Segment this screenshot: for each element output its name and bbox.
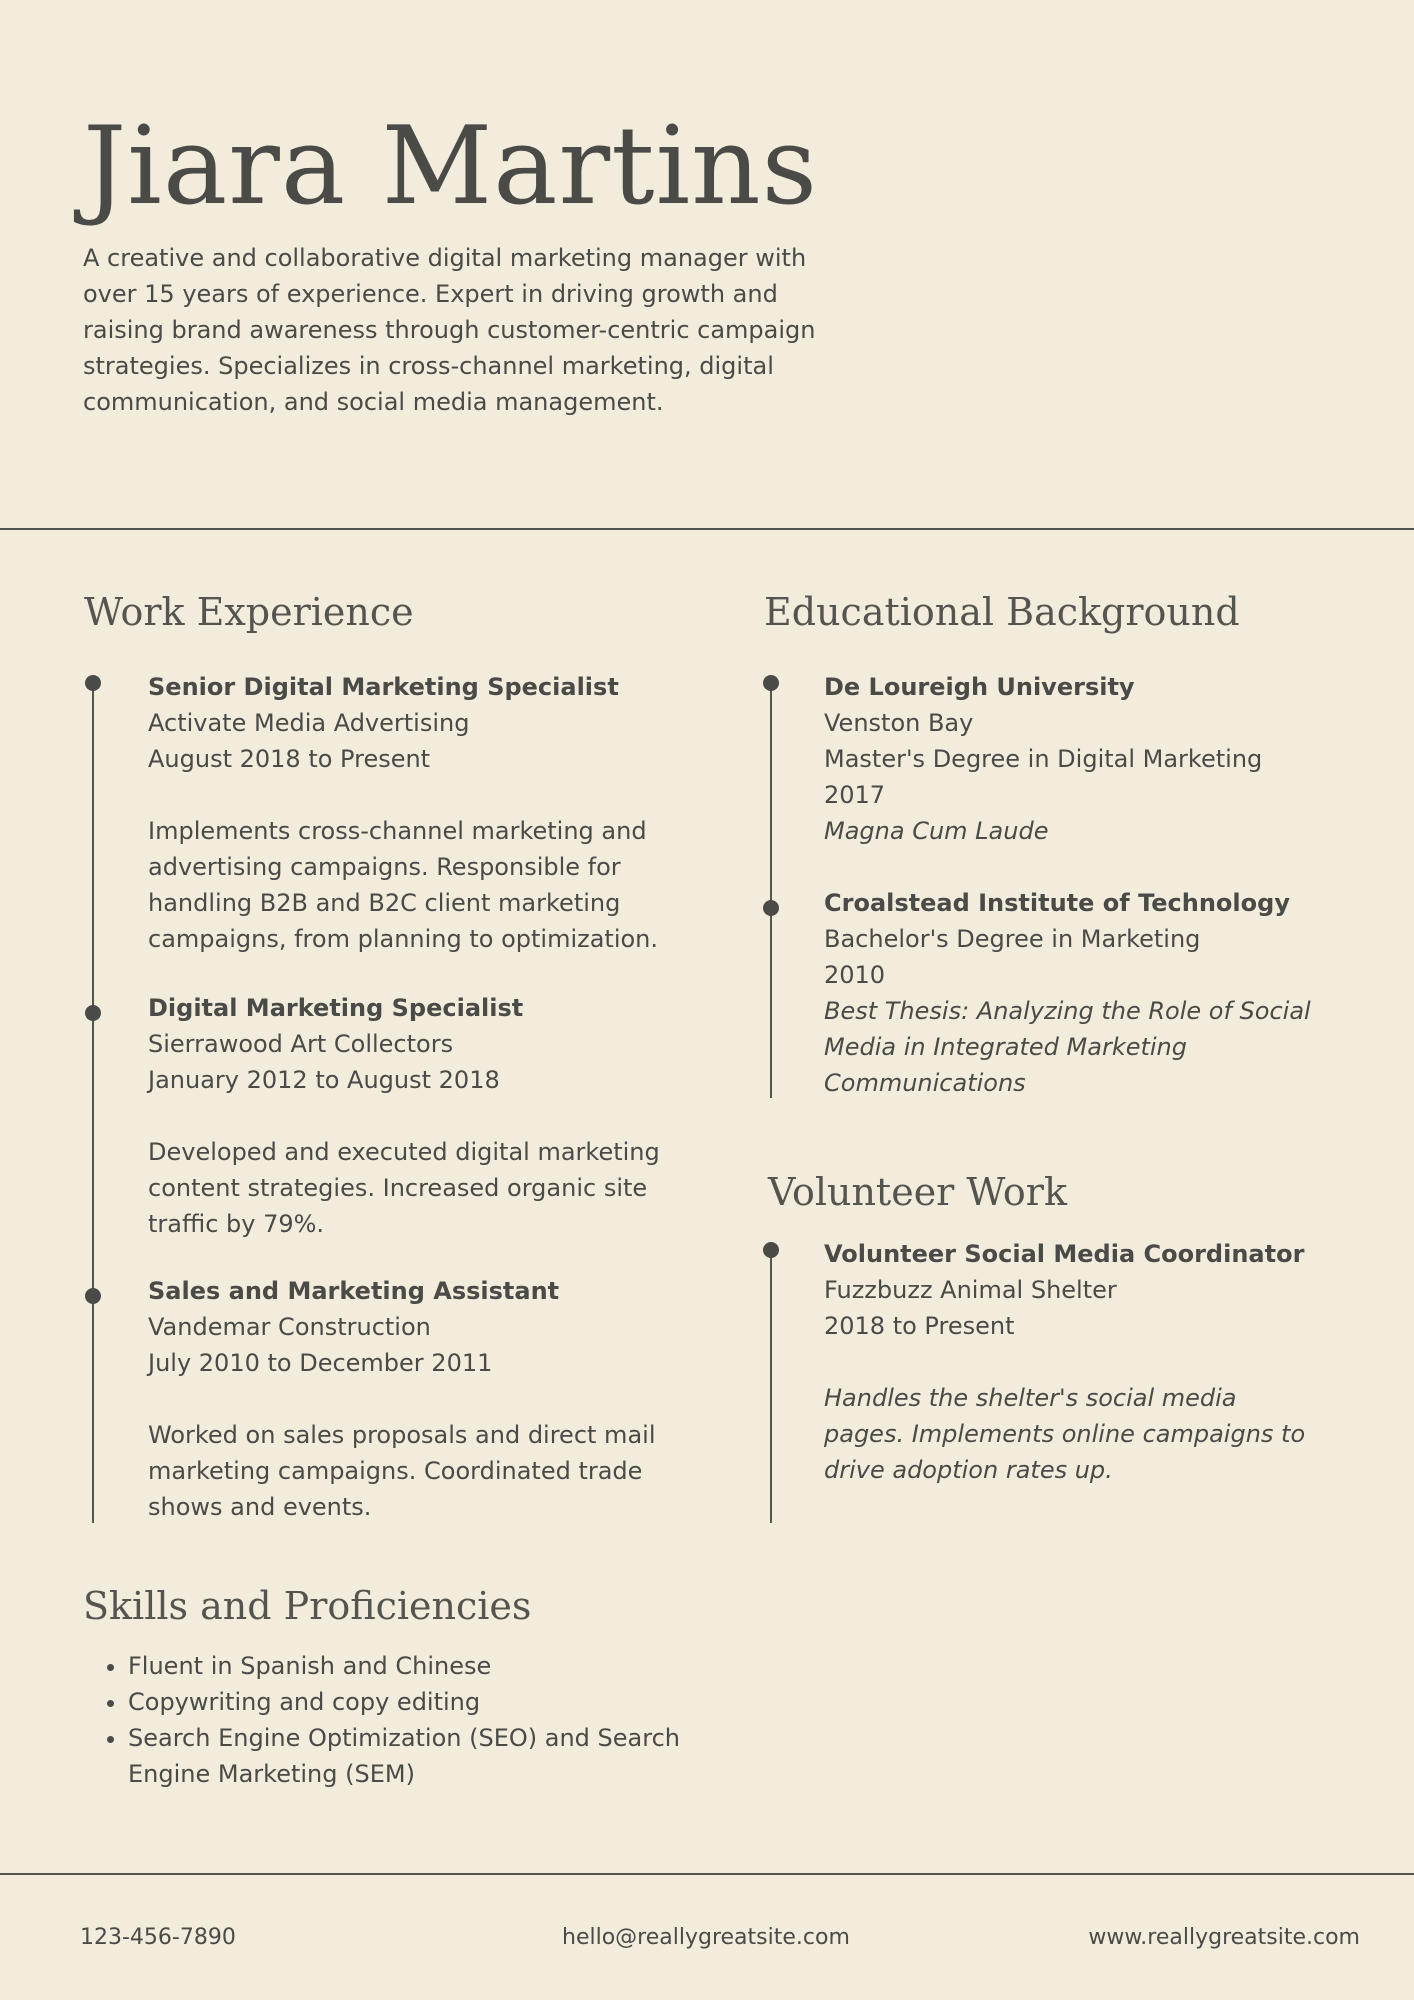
skills-list bbox=[98, 1648, 688, 1792]
work-timeline-line bbox=[92, 683, 94, 1523]
email-link[interactable]: hello@reallygreatsite.com bbox=[562, 1925, 850, 1950]
volunteer-description: Handles the shelter's social media pages. Implements online campaigns to drive adoption rates up. bbox=[824, 1384, 1306, 1484]
work-entry bbox=[148, 990, 708, 1242]
volunteer-entry bbox=[824, 1236, 1324, 1488]
job-dates: January 2012 to August 2018 bbox=[148, 1066, 500, 1094]
footer-divider bbox=[0, 1873, 1414, 1875]
company-name: Sierrawood Art Collectors bbox=[148, 1030, 454, 1058]
timeline-dot bbox=[763, 1242, 779, 1258]
phone-number: 123-456-7890 bbox=[80, 1925, 236, 1950]
timeline-dot bbox=[85, 1005, 101, 1021]
education-timeline-line bbox=[770, 683, 772, 1098]
graduation-year: 2017 bbox=[824, 781, 886, 809]
timeline-dot bbox=[85, 675, 101, 691]
company-name: Vandemar Construction bbox=[148, 1313, 431, 1341]
profile-summary: A creative and collaborative digital marketing manager with over 15 years of experience. Expert in driving growth and raising brand awareness through customer-centric campaign strategies. Specializes in cross-channel marketing, digital communication, and social media management. bbox=[83, 244, 816, 416]
job-dates: July 2010 to December 2011 bbox=[148, 1349, 493, 1377]
honors: Magna Cum Laude bbox=[824, 817, 1049, 845]
job-description: Implements cross-channel marketing and advertising campaigns. Responsible for handling B2B and B2C client marketing campaigns, from planning to optimization. bbox=[148, 817, 659, 953]
volunteer-org: Fuzzbuzz Animal Shelter bbox=[824, 1276, 1117, 1304]
volunteer-timeline-line bbox=[770, 1250, 772, 1523]
school-location: Venston Bay bbox=[824, 709, 974, 737]
website-link[interactable]: www.reallygreatsite.com bbox=[1088, 1925, 1360, 1950]
header-divider bbox=[0, 528, 1414, 530]
job-title: Senior Digital Marketing Specialist bbox=[148, 673, 619, 701]
skills-heading: Skills and Proficiencies bbox=[83, 1584, 532, 1628]
thesis-note: Best Thesis: Analyzing the Role of Social Media in Integrated Marketing Communications bbox=[824, 997, 1311, 1097]
work-entry bbox=[148, 669, 708, 957]
resume-name: Jiara Martins bbox=[83, 104, 819, 229]
volunteer-title: Volunteer Social Media Coordinator bbox=[824, 1240, 1305, 1268]
volunteer-dates: 2018 to Present bbox=[824, 1312, 1015, 1340]
work-experience-heading: Work Experience bbox=[84, 590, 414, 634]
skill-item: • Copywriting and copy editing bbox=[128, 1684, 688, 1720]
job-title: Digital Marketing Specialist bbox=[148, 994, 524, 1022]
job-description: Developed and executed digital marketing content strategies. Increased organic site traffic by 79%. bbox=[148, 1138, 660, 1238]
education-heading: Educational Background bbox=[764, 590, 1240, 634]
timeline-dot bbox=[85, 1288, 101, 1304]
job-description: Worked on sales proposals and direct mail marketing campaigns. Coordinated trade shows and events. bbox=[148, 1421, 656, 1521]
job-title: Sales and Marketing Assistant bbox=[148, 1277, 560, 1305]
degree: Bachelor's Degree in Marketing bbox=[824, 925, 1201, 953]
education-entry bbox=[824, 885, 1324, 1101]
skill-item: • Fluent in Spanish and Chinese bbox=[128, 1648, 688, 1684]
job-dates: August 2018 to Present bbox=[148, 745, 431, 773]
education-entry bbox=[824, 669, 1384, 849]
timeline-dot bbox=[763, 900, 779, 916]
work-entry bbox=[148, 1273, 708, 1525]
school-name: Croalstead Institute of Technology bbox=[824, 889, 1290, 917]
degree: Master's Degree in Digital Marketing bbox=[824, 745, 1263, 773]
timeline-dot bbox=[763, 675, 779, 691]
graduation-year: 2010 bbox=[824, 961, 886, 989]
school-name: De Loureigh University bbox=[824, 673, 1135, 701]
volunteer-heading: Volunteer Work bbox=[768, 1170, 1067, 1214]
skill-item: • Search Engine Optimization (SEO) and Search Engine Marketing (SEM) bbox=[128, 1720, 688, 1792]
company-name: Activate Media Advertising bbox=[148, 709, 470, 737]
